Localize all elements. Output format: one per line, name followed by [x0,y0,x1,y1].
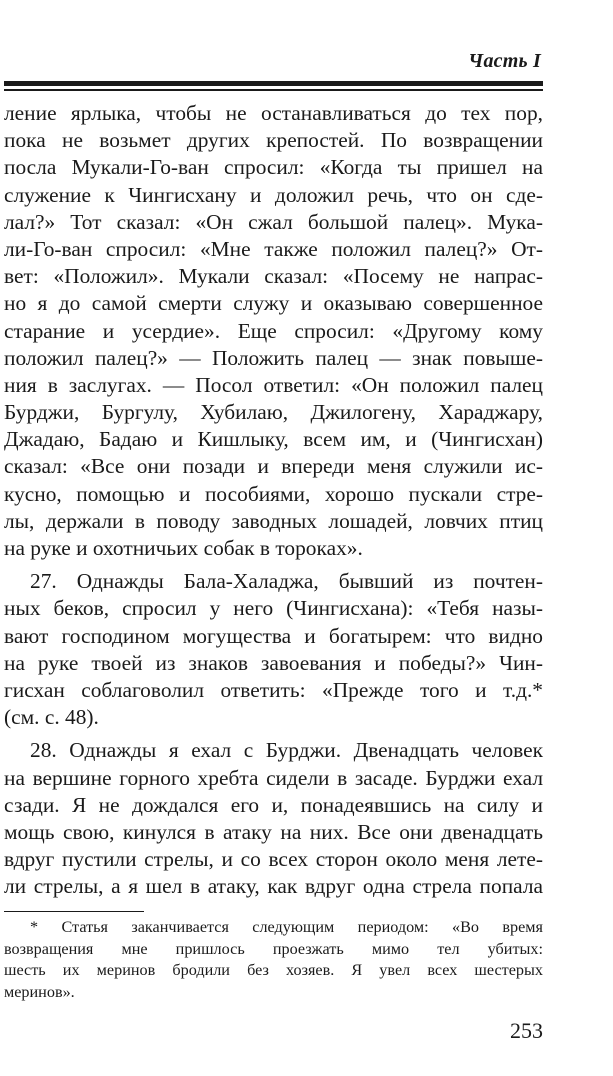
header-rule-thick [4,81,543,86]
text-line: на руке и охотничьих собак в тороках». [4,536,363,560]
text-line: ление ярлыка, чтобы не останавливаться до тех пор, [4,101,543,125]
text-line: (см. с. 48). [4,705,99,730]
text-line: на руке твоей из знаков завоевания и победы?» Чин- [4,650,543,675]
page-number: 253 [510,1018,543,1043]
text-line: ли стрелы, а я шел в атаку, как вдруг одна стрела попала [4,874,543,899]
text-line: но я до самой смерти служу и оказываю совершенное [4,291,543,316]
footnote-line: возвращения мне пришлось проезжать мимо тел убитых: [4,939,543,958]
text-line: пока не возьмет других крепостей. По возвращении [4,128,543,153]
text-line: посла Мукали-Го-ван спросил: «Когда ты пришел на [4,155,543,180]
text-line: лы, держали в поводу заводных лошадей, ловчих птиц [4,508,543,533]
body-text [4,100,543,900]
footnote-line: меринов». [4,982,75,1001]
text-line: мощь свою, кинулся в атаку на них. Все они двенадцать [4,819,543,844]
running-head: Часть I [468,50,541,72]
footnote-line: * Статья заканчивается следующим периодом: «Во время [30,918,543,936]
paragraph-27-first-line: 27. Однажды Бала-Халаджа, бывший из почтен- [30,569,543,594]
paragraph-28-first-line: 28. Однажды я ехал с Бурджи. Двенадцать человек [30,738,543,763]
text-line: кусно, помощью и пособиями, хорошо пускали стре- [4,481,543,506]
footnote-line: шесть их меринов бродили без хозяев. Я увел всех шестерых [4,961,543,980]
header-rule-thin [4,89,543,91]
text-line: положил палец?» — Положить палец — знак повыше- [4,345,543,370]
text-line: ли-Го-ван спросил: «Мне также положил палец?» От- [4,236,543,261]
text-line: ных беков, спросил у него (Чингисхана): «Тебя назы- [4,596,543,621]
text-line: ния в заслугах. — Посол ответил: «Он положил палец [4,372,543,397]
text-line: сказал: «Все они позади и впереди меня служили ис- [4,454,543,479]
text-line: старание и усердие». Еще спросил: «Другому кому [4,318,543,343]
footnote-rule [4,911,144,912]
text-line: лал?» Тот сказал: «Он сжал большой палец». Мука- [4,209,543,234]
text-line: гисхан соблаговолил ответить: «Прежде того и т.д.* [4,677,543,702]
text-line: вают господином могущества и богатырем: что видно [4,623,543,648]
text-line: сзади. Я не дождался его и, понадеявшись на силу и [4,792,543,817]
text-line: Бурджи, Бургулу, Хубилаю, Джилогену, Хараджару, [4,400,543,425]
text-line: на вершине горного хребта сидели в засаде. Бурджи ехал [4,765,543,790]
text-line: служение к Чингисхану и доложил речь, что он сде- [4,182,543,207]
text-line: вдруг пустили стрелы, и со всех сторон около меня лете- [4,847,543,872]
footnote [4,917,543,1003]
text-line: вет: «Положил». Мукали сказал: «Посему не напрас- [4,264,543,289]
text-line: Джадаю, Бадаю и Кишлыку, всем им, и (Чингисхан) [4,427,543,452]
